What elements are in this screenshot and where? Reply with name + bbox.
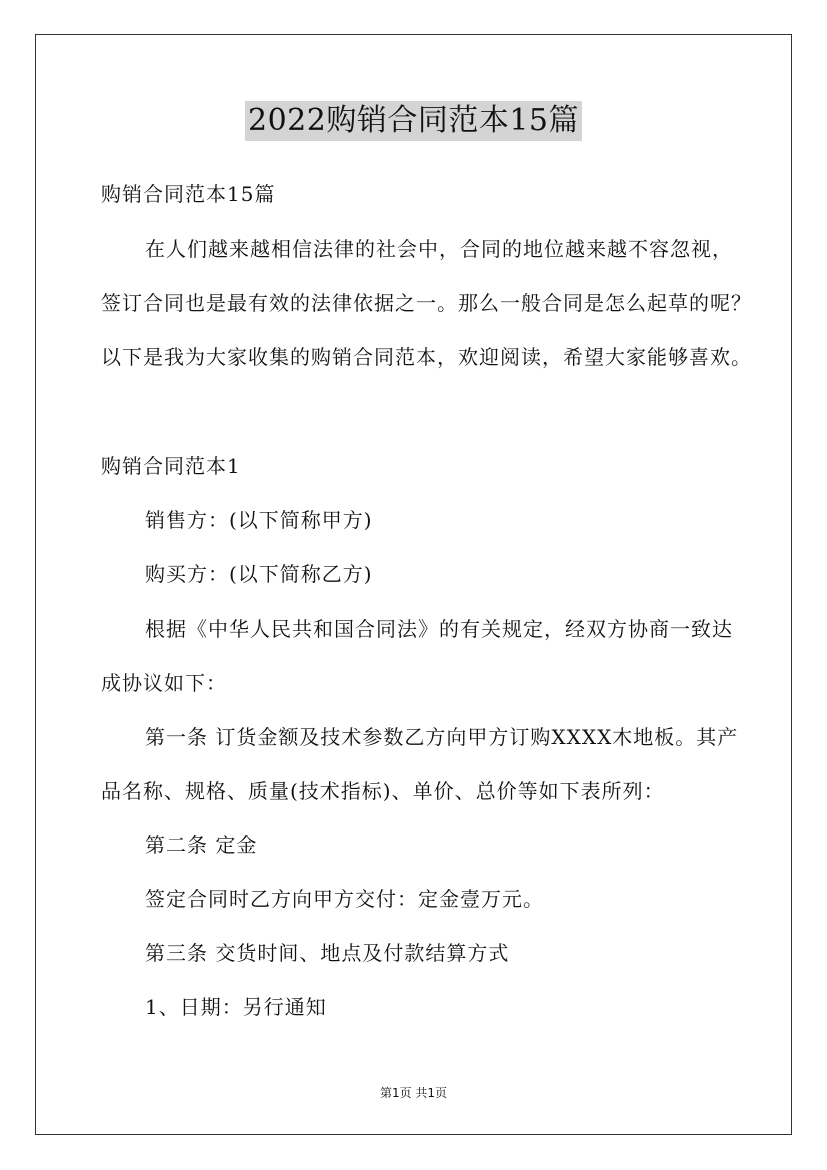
intro-line-3: 以下是我为大家收集的购销合同范本，欢迎阅读，希望大家能够喜欢。 bbox=[101, 345, 752, 369]
article1-line-2: 品名称、规格、质量(技术指标)、单价、总价等如下表所列： bbox=[101, 779, 665, 803]
seller-line: 销售方：(以下简称甲方) bbox=[145, 508, 373, 532]
section-heading: 购销合同范本1 bbox=[101, 454, 241, 478]
article2-heading: 第二条 定金 bbox=[145, 833, 258, 857]
title-container bbox=[0, 101, 827, 141]
intro-line-2: 签订合同也是最有效的法律依据之一。那么一般合同是怎么起草的呢？ bbox=[101, 291, 752, 315]
article3-item-1: 1、日期：另行通知 bbox=[145, 995, 327, 1019]
article2-body: 签定合同时乙方向甲方交付：定金壹万元。 bbox=[145, 887, 544, 911]
buyer-line: 购买方：(以下简称乙方) bbox=[145, 562, 373, 586]
document-subtitle: 购销合同范本15篇 bbox=[101, 182, 276, 206]
basis-line-1: 根据《中华人民共和国合同法》的有关规定，经双方协商一致达 bbox=[145, 617, 733, 641]
document-title: 2022购销合同范本15篇 bbox=[245, 101, 582, 141]
article3-heading: 第三条 交货时间、地点及付款结算方式 bbox=[145, 941, 510, 965]
basis-line-2: 成协议如下： bbox=[101, 671, 227, 695]
page-footer: 第1页 共1页 bbox=[379, 1086, 448, 1100]
article1-line-1: 第一条 订货金额及技术参数乙方向甲方订购XXXX木地板。其产 bbox=[145, 725, 739, 749]
intro-line-1: 在人们越来越相信法律的社会中，合同的地位越来越不容忽视， bbox=[145, 237, 733, 261]
